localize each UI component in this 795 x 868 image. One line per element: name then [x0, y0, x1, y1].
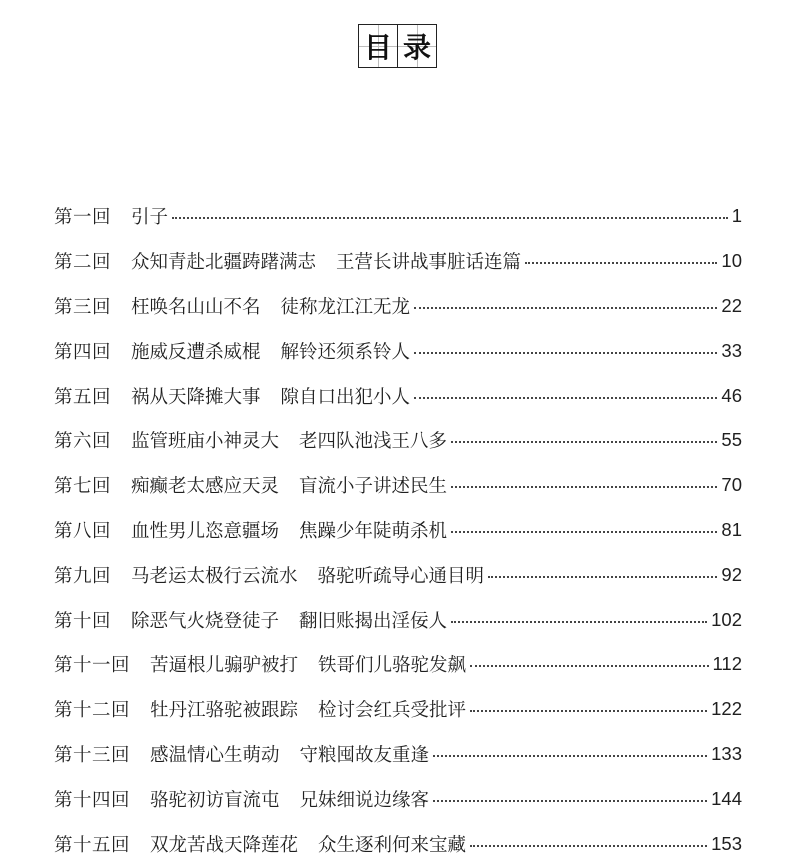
toc-entry[interactable] — [54, 776, 742, 821]
dot-leader — [451, 531, 717, 533]
chapter-number: 第四回 — [54, 341, 112, 363]
chapter-number: 第十五回 — [54, 834, 131, 856]
toc-entry[interactable] — [54, 732, 742, 777]
chapter-title-first-line: 痴癫老太感应天灵 — [131, 476, 280, 498]
chapter-title-first-line: 血性男儿恣意疆场 — [131, 520, 280, 542]
page-number: 92 — [721, 563, 742, 585]
dot-leader — [470, 710, 707, 712]
chapter-title-second-line: 众生逐利何来宝藏 — [318, 834, 467, 856]
dot-leader — [470, 845, 707, 847]
chapter-title-first-line: 除恶气火烧登徒子 — [131, 610, 280, 632]
chapter-title-second-line: 徒称龙江江无龙 — [280, 296, 411, 318]
toc-entry[interactable] — [54, 328, 742, 373]
toc-entry[interactable] — [54, 687, 742, 732]
chapter-number: 第三回 — [54, 296, 112, 318]
page-number: 55 — [721, 429, 742, 451]
chapter-title-first-line: 众知青赴北疆踌躇满志 — [131, 252, 317, 274]
toc-entry[interactable] — [54, 508, 742, 553]
dot-leader — [451, 621, 707, 623]
chapter-number: 第二回 — [54, 252, 112, 274]
toc-entry[interactable] — [54, 284, 742, 329]
page-number: 70 — [721, 474, 742, 496]
toc-entry[interactable] — [54, 239, 742, 284]
page-number: 10 — [721, 250, 742, 272]
toc-entry[interactable] — [54, 194, 742, 239]
chapter-number: 第十回 — [54, 610, 112, 632]
dot-leader — [172, 217, 728, 219]
title-box — [358, 24, 437, 68]
chapter-title-second-line: 骆驼听疏导心通目明 — [317, 565, 485, 587]
chapter-title-first-line: 双龙苦战天降莲花 — [150, 834, 299, 856]
page-title — [0, 24, 795, 68]
dot-leader — [451, 486, 717, 488]
page-number: 102 — [711, 608, 742, 630]
table-of-contents — [54, 194, 742, 866]
chapter-title-second-line: 隙自口出犯小人 — [280, 386, 411, 408]
chapter-title-first-line: 祸从天降摊大事 — [131, 386, 261, 408]
chapter-title-second-line: 守粮囤故友重逢 — [299, 744, 430, 766]
chapter-number: 第十一回 — [54, 655, 131, 677]
chapter-title-first-line: 苦逼根儿骟驴被打 — [150, 655, 299, 677]
page-number: 46 — [721, 384, 742, 406]
chapter-number: 第十四回 — [54, 789, 131, 811]
chapter-number: 第一回 — [54, 207, 112, 229]
chapter-title-second-line: 老四队池浅王八多 — [299, 431, 448, 453]
toc-entry[interactable] — [54, 463, 742, 508]
chapter-title-first-line: 感温情心生萌动 — [150, 744, 280, 766]
chapter-title-first-line: 监管班庙小神灵大 — [131, 431, 280, 453]
page-number: 122 — [711, 698, 742, 720]
page-number: 112 — [712, 653, 742, 675]
page-number: 144 — [711, 787, 742, 809]
chapter-title-second-line: 王营长讲战事脏话连篇 — [336, 252, 522, 274]
toc-entry[interactable] — [54, 418, 742, 463]
page-number: 133 — [711, 742, 742, 764]
chapter-number: 第七回 — [54, 476, 112, 498]
chapter-title-first-line: 马老运太极行云流水 — [131, 565, 298, 587]
chapter-title-first-line: 引子 — [131, 207, 169, 229]
chapter-number: 第十三回 — [54, 744, 131, 766]
chapter-number: 第九回 — [54, 565, 112, 587]
chapter-title-first-line: 施威反遭杀威棍 — [131, 341, 261, 363]
chapter-title-second-line: 翻旧账揭出淫佞人 — [299, 610, 448, 632]
title-char-2: 录 — [397, 25, 436, 67]
chapter-number: 第八回 — [54, 520, 112, 542]
toc-entry[interactable] — [54, 373, 742, 418]
toc-entry[interactable] — [54, 821, 742, 866]
chapter-title-second-line: 解铃还须系铃人 — [280, 341, 411, 363]
dot-leader — [414, 307, 717, 309]
dot-leader — [433, 755, 707, 757]
page-number: 22 — [721, 294, 742, 316]
chapter-title-first-line: 枉唤名山山不名 — [131, 296, 261, 318]
chapter-title-second-line: 检讨会红兵受批评 — [318, 700, 467, 722]
chapter-title-second-line: 盲流小子讲述民生 — [299, 476, 448, 498]
chapter-number: 第十二回 — [54, 700, 131, 722]
dot-leader — [470, 665, 708, 667]
page-number: 1 — [731, 205, 742, 227]
page-number: 33 — [721, 339, 742, 361]
toc-entry[interactable] — [54, 597, 742, 642]
chapter-title-first-line: 骆驼初访盲流屯 — [150, 789, 280, 811]
dot-leader — [414, 397, 717, 399]
dot-leader — [451, 441, 717, 443]
chapter-number: 第五回 — [54, 386, 112, 408]
dot-leader — [433, 800, 707, 802]
toc-entry[interactable] — [54, 552, 742, 597]
dot-leader — [414, 352, 717, 354]
chapter-title-second-line: 焦躁少年陡萌杀机 — [299, 520, 448, 542]
title-char-1: 目 — [359, 25, 397, 67]
toc-entry[interactable] — [54, 642, 742, 687]
chapter-number: 第六回 — [54, 431, 112, 453]
dot-leader — [525, 262, 717, 264]
dot-leader — [488, 576, 717, 578]
page-number: 81 — [721, 518, 742, 540]
page-number: 153 — [711, 832, 742, 854]
chapter-title-second-line: 兄妹细说边缘客 — [299, 789, 430, 811]
chapter-title-first-line: 牡丹江骆驼被跟踪 — [150, 700, 299, 722]
chapter-title-second-line: 铁哥们儿骆驼发飙 — [318, 655, 467, 677]
